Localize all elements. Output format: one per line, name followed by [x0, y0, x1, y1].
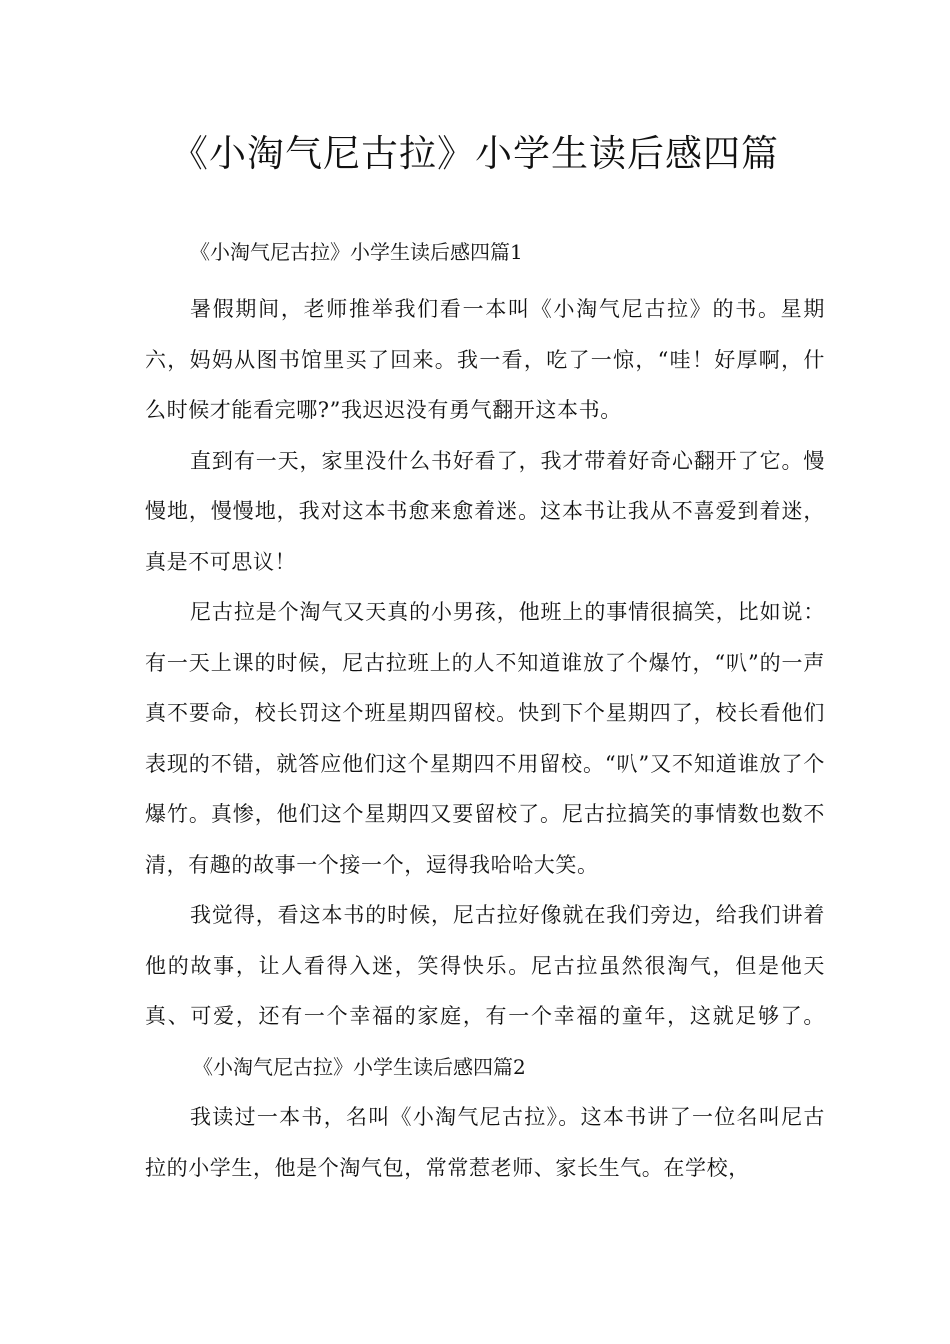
paragraph-2: 直到有一天，家里没什么书好看了，我才带着好奇心翻开了它。慢慢地，慢慢地，我对这本书愈来愈着迷。这本书让我从不喜爱到着迷，真是不可思议！ [145, 448, 825, 574]
section-heading-2: 《小淘气尼古拉》小学生读后感四篇2 [193, 1054, 526, 1079]
document-body [145, 284, 825, 1193]
document-title: 《小淘气尼古拉》小学生读后感四篇 [171, 132, 779, 175]
paragraph-3: 尼古拉是个淘气又天真的小男孩，他班上的事情很搞笑，比如说：有一天上课的时候，尼古拉班上的人不知道谁放了个爆竹，“叭”的一声真不要命，校长罚这个班星期四留校。快到下个星期四了，校长看他们表现的不错，就答应他们这个星期四不用留校。“叭”又不知道谁放了个爆竹。真惨，他们这个星期四又要留校了。尼古拉搞笑的事情数也数不清，有趣的故事一个接一个，逗得我哈哈大笑。 [145, 600, 825, 877]
paragraph-5: 我读过一本书，名叫《小淘气尼古拉》。这本书讲了一位名叫尼古拉的小学生，他是个淘气包，常常惹老师、家长生气。在学校， [145, 1105, 825, 1180]
paragraph-4-text: 我觉得，看这本书的时候，尼古拉好像就在我们旁边，给我们讲着他的故事，让人看得入迷，笑得快乐。尼古拉虽然很淘气，但是他天真、可爱，还有一个幸福的家庭，有一个幸福的童年，这就足够了。 [145, 903, 825, 1028]
paragraph-1: 暑假期间，老师推举我们看一本叫《小淘气尼古拉》的书。星期六，妈妈从图书馆里买了回来。我一看，吃了一惊，“哇！好厚啊，什么时候才能看完哪?”我迟迟没有勇气翻开这本书。 [145, 297, 825, 422]
paragraph-4 [145, 890, 825, 1092]
section-heading-1: 《小淘气尼古拉》小学生读后感四篇1 [190, 240, 523, 264]
